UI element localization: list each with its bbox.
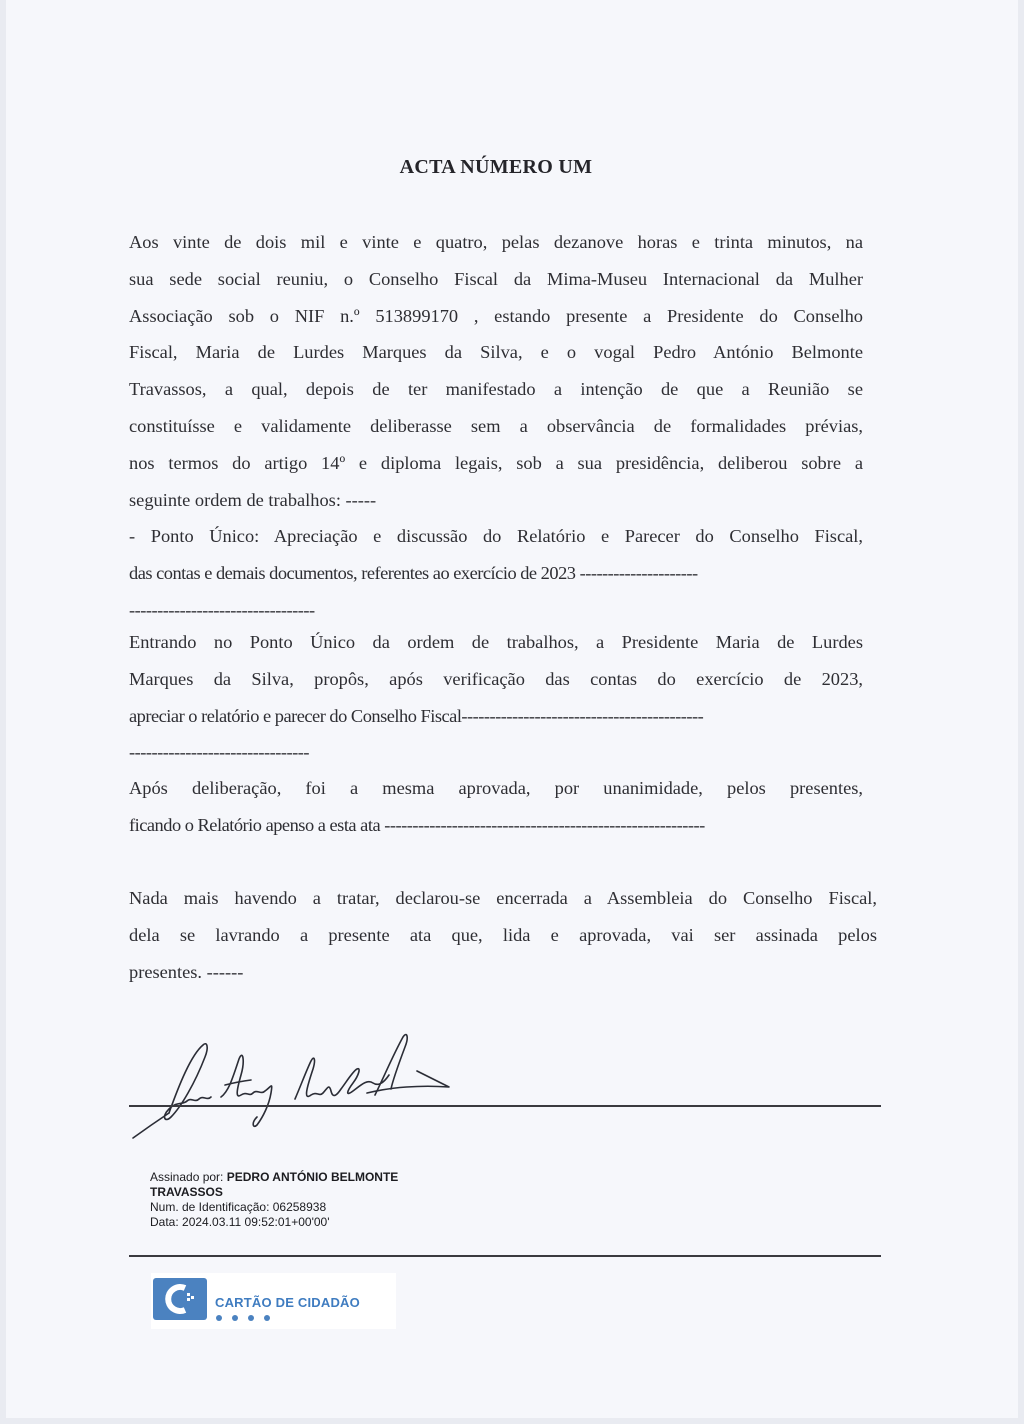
text-line: --------------------------------: [129, 742, 309, 763]
text-line: Fiscal, Maria de Lurdes Marques da Silva, e o vogal Pedro António Belmonte: [129, 342, 863, 363]
paragraph-approval: [129, 770, 863, 844]
citizen-card-dots-icon: [215, 1314, 275, 1322]
signer-id: Num. de Identificação: 06258938: [150, 1200, 327, 1214]
citizen-card-badge: [151, 1273, 396, 1329]
text-line: Aos vinte de dois mil e vinte e quatro, pelas dezanove horas e trinta minutos, na: [129, 232, 863, 252]
signature-date: Data: 2024.03.11 09:52:01+00'00': [150, 1215, 330, 1229]
handwritten-signature: [121, 1025, 461, 1145]
text-line: Após deliberação, foi a mesma aprovada, por unanimidade, pelos presentes,: [129, 778, 863, 798]
text-line: seguinte ordem de trabalhos: -----: [129, 489, 377, 510]
text-line: das contas e demais documentos, referentes ao exercício de 2023 ---------------------: [129, 563, 698, 584]
text-line: sua sede social reuniu, o Conselho Fiscal da Mima-Museu Internacional da Mulher: [129, 268, 863, 289]
text-line: Entrando no Ponto Único da ordem de trabalhos, a Presidente Maria de Lurdes: [129, 632, 863, 652]
digital-signature-block: [150, 1170, 398, 1230]
text-line: apreciar o relatório e parecer do Conselho Fiscal-------------------------------------------: [129, 705, 704, 726]
text-line: constituísse e validamente deliberasse sem a observância de formalidades prévias,: [129, 415, 863, 436]
paragraph-agenda-discussion: [129, 624, 863, 771]
document-title: ACTA NÚMERO UM: [399, 156, 593, 178]
text-line: Nada mais havendo a tratar, declarou-se encerrada a Assembleia do Conselho Fiscal,: [129, 888, 877, 908]
paragraph-meeting-opening: [129, 224, 863, 629]
signature-line: [129, 1105, 881, 1107]
text-line: dela se lavrando a presente ata que, lida e aprovada, vai ser assinada pelos: [129, 924, 877, 945]
citizen-card-label: CARTÃO DE CIDADÃO: [215, 1295, 360, 1310]
text-line: Travassos, a qual, depois de ter manifestado a intenção de que a Reunião se: [129, 379, 863, 400]
footer-divider: [129, 1255, 881, 1257]
document-page: [6, 0, 1018, 1418]
signer-name-row: [150, 1170, 398, 1185]
text-line: Associação sob o NIF n.º 513899170 , estando presente a Presidente do Conselho: [129, 305, 863, 326]
citizen-card-logo-icon: [153, 1278, 207, 1320]
text-line: ---------------------------------: [129, 599, 315, 620]
text-line: presentes. ------: [129, 961, 244, 982]
paragraph-closing: [129, 880, 877, 990]
text-line: ficando o Relatório apenso a esta ata ---------------------------------------------------------: [129, 814, 705, 835]
signed-by-label: Assinado por:: [150, 1170, 224, 1184]
text-line: - Ponto Único: Apreciação e discussão do Relatório e Parecer do Conselho Fiscal,: [129, 526, 863, 547]
signer-name-continued: TRAVASSOS: [150, 1185, 223, 1199]
text-line: Marques da Silva, propôs, após verificação das contas do exercício de 2023,: [129, 668, 863, 689]
text-line: nos termos do artigo 14º e diploma legais, sob a sua presidência, deliberou sobre a: [129, 452, 863, 473]
signer-name: PEDRO ANTÓNIO BELMONTE: [226, 1170, 399, 1184]
